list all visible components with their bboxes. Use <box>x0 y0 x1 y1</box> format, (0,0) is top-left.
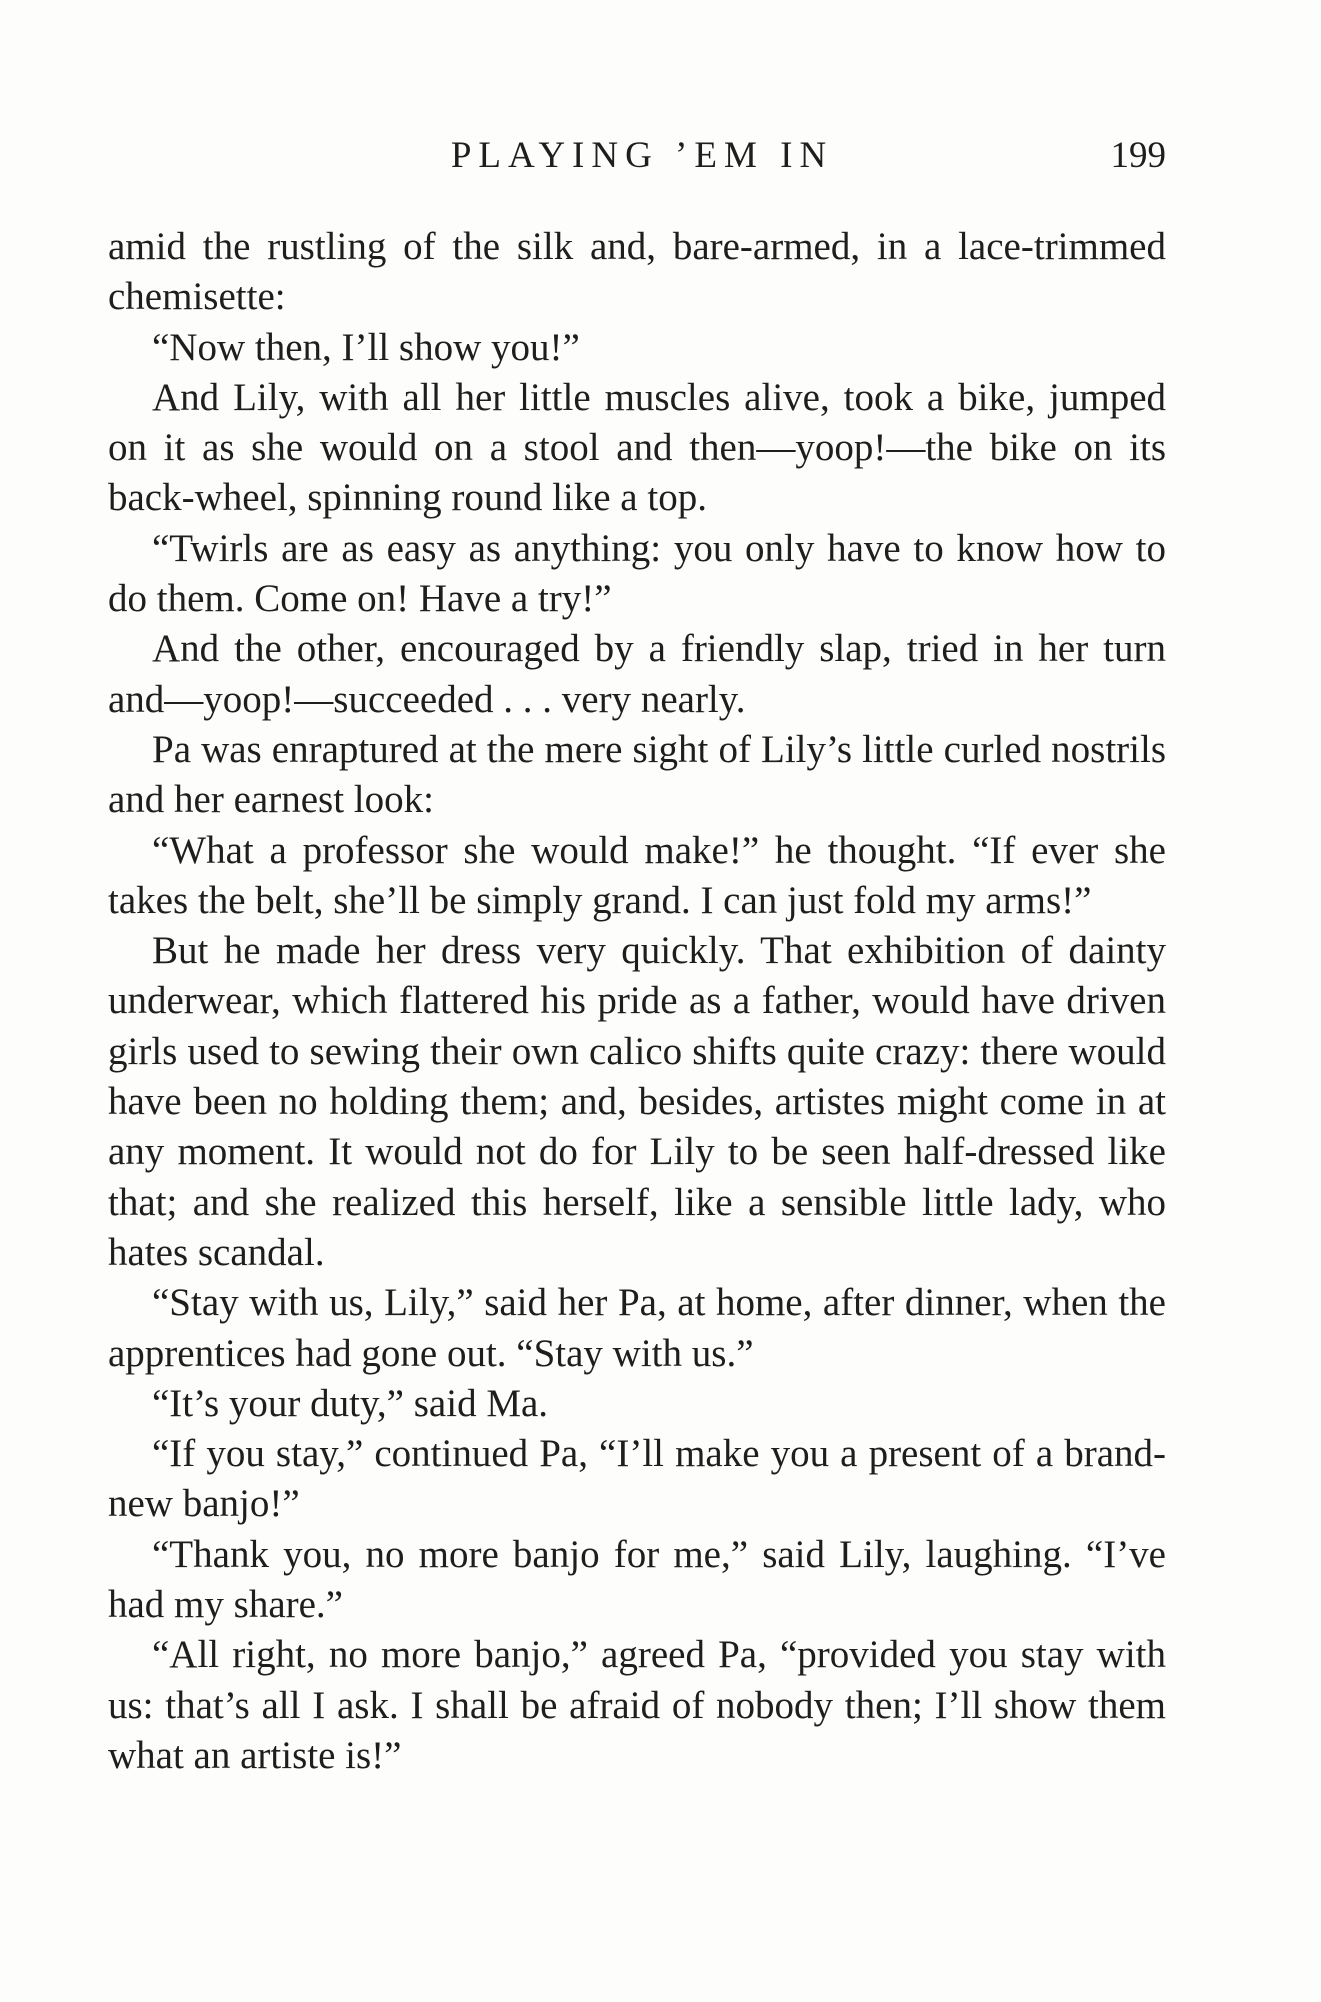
book-page <box>108 0 1166 2002</box>
paragraph: And Lily, with all her little muscles alive, took a bike, jumped on it as she would on a stool and then—yoop!—the bike on its back-wheel, spinning round like a top. <box>108 375 1166 520</box>
page-number: 199 <box>1110 135 1166 176</box>
paragraph-continuation: amid the rustling of the silk and, bare-armed, in a lace-trimmed chemisette: <box>108 225 1166 319</box>
paragraph: “Twirls are as easy as anything: you only have to know how to do them. Come on! Have a try!” <box>108 526 1166 621</box>
paragraph: “Stay with us, Lily,” said her Pa, at home, after dinner, when the apprentices had gone out. “Stay with us.” <box>108 1281 1166 1375</box>
paragraph: “What a professor she would make!” he thought. “If ever she takes the belt, she’ll be simply grand. I can just fold my arms!” <box>108 828 1166 922</box>
paragraph: “Thank you, no more banjo for me,” said Lily, laughing. “I’ve had my share.” <box>108 1532 1166 1627</box>
paragraph: “It’s your duty,” said Ma. <box>152 1381 549 1425</box>
running-head <box>108 128 1166 184</box>
body-text <box>108 222 1166 1781</box>
running-title: PLAYING ’EM IN <box>450 135 834 176</box>
paragraph: And the other, encouraged by a friendly slap, tried in her turn and—yoop!—succeeded . . . very nearly. <box>108 627 1166 721</box>
paragraph: Pa was enraptured at the mere sight of Lily’s little curled nostrils and her earnest look: <box>108 727 1166 822</box>
paragraph: “If you stay,” continued Pa, “I’ll make you a present of a brand-new banjo!” <box>108 1432 1166 1526</box>
paragraph: But he made her dress very quickly. That exhibition of dainty underwear, which flattered his pride as a father, would have driven girls used to sewing their own calico shifts quite crazy: there would have been no holding them; and, besides, artistes might come in at any moment. It would not do for Lily to be seen half-dressed like that; and she realized this herself, like a sensible little lady, who hates scandal. <box>108 929 1166 1274</box>
paragraph: “Now then, I’ll show you!” <box>152 325 580 369</box>
paragraph: “All right, no more banjo,” agreed Pa, “provided you stay with us: that’s all I ask. I shall be afraid of nobody then; I’ll show them what an artiste is!” <box>108 1633 1166 1777</box>
